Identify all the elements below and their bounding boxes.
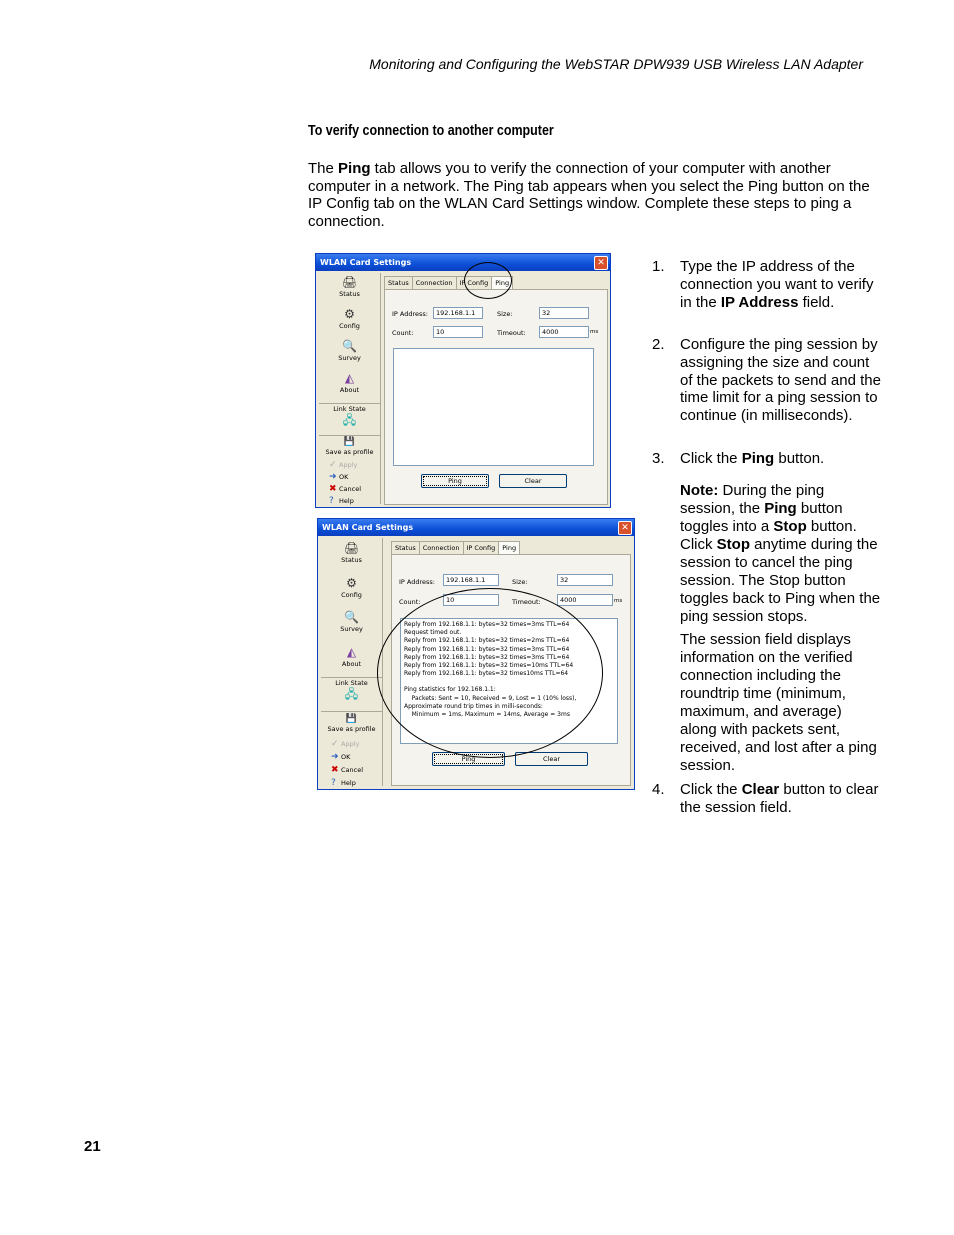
step-2 [652, 336, 882, 426]
steps-list [652, 258, 882, 816]
ip-address-label: IP Address: [392, 310, 428, 318]
note-bold: Stop [773, 517, 807, 535]
count-label: Count: [392, 329, 414, 337]
timeout-label: Timeout: [512, 598, 541, 606]
size-label: Size: [512, 578, 528, 586]
sidebar-item-survey[interactable] [321, 610, 382, 633]
size-label: Size: [497, 310, 513, 318]
ip-address-input[interactable]: 192.168.1.1 [433, 307, 483, 319]
dialog-title: WLAN Card Settings [316, 254, 610, 271]
sidebar-divider [321, 677, 382, 678]
link-state-label: Link State [333, 405, 366, 413]
wlan-dialog-1 [315, 253, 611, 508]
sidebar-label: Cancel [341, 766, 364, 774]
timeout-input[interactable]: 4000 [557, 594, 613, 606]
sidebar-divider [319, 435, 380, 436]
step-1 [652, 258, 882, 312]
page-number: 21 [84, 1138, 101, 1155]
note-text: button toggles into a [680, 500, 843, 535]
cancel-button[interactable] [331, 765, 363, 775]
step-number: 3. [652, 450, 665, 468]
step-text: Configure the ping session by assigning the size and count of the packets to send and the time limit for a ping session to continue (in milliseconds). [680, 335, 881, 425]
help-icon: ? [329, 496, 334, 506]
apply-icon: ✓ [329, 460, 337, 470]
save-as-profile-button[interactable] [319, 437, 380, 456]
about-icon: ◭ [344, 371, 355, 385]
apply-button[interactable] [329, 460, 357, 470]
apply-button[interactable] [331, 739, 359, 749]
link-state [321, 679, 382, 702]
sidebar-item-about[interactable] [321, 645, 382, 668]
session-line: Ping statistics for 192.168.1.1: [404, 686, 496, 694]
step-text: field. [798, 293, 835, 311]
sidebar-label: Save as profile [327, 725, 376, 733]
session-line: Minimum = 1ms, Maximum = 14ms, Average = 3ms [404, 711, 570, 719]
sidebar-item-status[interactable] [321, 541, 382, 564]
intro-text-rest: tab allows you to verify the connection of your computer with another computer in a network. The Ping tab appears when you select the Ping button on the IP Config tab on the WLAN Card Settings window. Complete these steps to ping a connection. [308, 160, 870, 231]
sidebar-label: Config [341, 591, 362, 599]
sidebar-label: Cancel [339, 485, 362, 493]
step-text: button to clear the session field. [680, 780, 879, 816]
sidebar-label: Apply [339, 461, 358, 469]
timeout-unit: ms [590, 329, 599, 335]
ip-address-label: IP Address: [399, 578, 435, 586]
note-text: button. Click [680, 517, 857, 553]
save-profile-icon: 💾 [343, 437, 356, 447]
note-bold: Ping [764, 500, 797, 518]
step-3 [652, 450, 882, 468]
note-label: Note: [680, 482, 719, 500]
survey-icon: 🔍 [342, 339, 357, 353]
running-header: Monitoring and Configuring the WebSTAR DPW939 USB Wireless LAN Adapter [369, 56, 863, 72]
intro-text: The [308, 160, 339, 177]
session-line: Reply from 192.168.1.1: bytes=32 times=3ms TTL=64 [404, 621, 570, 628]
timeout-unit: ms [614, 598, 623, 604]
sidebar-label: Survey [340, 625, 363, 633]
tab-ip-config[interactable]: IP Config [456, 276, 493, 289]
sidebar-item-about[interactable] [319, 371, 380, 394]
tab-status[interactable]: Status [384, 276, 413, 289]
session-line: Approximate round trip times in milli-seconds: [404, 702, 543, 710]
help-button[interactable] [331, 778, 356, 788]
dialog-sidebar [321, 538, 383, 786]
note-text: During the ping session, the [680, 482, 825, 518]
sidebar-divider [321, 711, 382, 712]
step-number: 4. [652, 780, 665, 798]
step-bold: IP Address [720, 293, 799, 311]
tab-ping[interactable]: Ping [491, 276, 513, 289]
count-input[interactable]: 10 [433, 326, 483, 338]
session-line: Reply from 192.168.1.1: bytes=32 times=10ms TTL=64 [404, 662, 574, 670]
note-paragraph: The session field displays information on the verified connection including the roundtrip time (minimum, maximum, and average) along with packets sent, received, and lost after a ping session. [680, 631, 877, 774]
note-text: anytime during the session to cancel the ping session. The Stop button toggles back to Ping when the ping session stops. [680, 535, 881, 625]
help-button[interactable] [329, 496, 354, 506]
sidebar-label: Save as profile [325, 448, 374, 456]
link-state-icon: 🖧 [344, 687, 359, 701]
session-line: Reply from 192.168.1.1: bytes=32 times=3ms TTL=64 [404, 653, 570, 661]
sidebar-item-status[interactable] [319, 275, 380, 298]
sidebar-label: Status [339, 290, 360, 298]
intro-bold: Ping [338, 160, 371, 177]
sidebar-label: Help [339, 497, 354, 505]
sidebar-item-survey[interactable] [319, 339, 380, 362]
sidebar-item-config[interactable] [319, 307, 380, 330]
sidebar-label: OK [341, 753, 351, 761]
status-icon: 🖨 [343, 541, 360, 555]
size-input[interactable]: 32 [557, 574, 613, 586]
ok-button[interactable] [329, 472, 348, 482]
ok-button[interactable] [331, 752, 350, 762]
status-icon: 🖨 [341, 275, 358, 289]
session-line: Reply from 192.168.1.1: bytes=32 times=2ms TTL=64 [404, 637, 570, 645]
dialog-sidebar [319, 273, 381, 504]
step-text: Click the [680, 780, 742, 798]
size-input[interactable]: 32 [539, 307, 589, 319]
survey-icon: 🔍 [344, 610, 359, 624]
tab-bar [391, 541, 519, 554]
link-state [319, 405, 380, 428]
close-icon[interactable]: ✕ [594, 256, 608, 270]
config-icon: ⚙ [346, 576, 357, 590]
step-note [652, 482, 882, 625]
cancel-icon: ✖ [331, 765, 339, 775]
tab-connection[interactable]: Connection [412, 276, 457, 289]
session-line: Request timed out. [404, 629, 462, 637]
tab-connection[interactable]: Connection [419, 541, 464, 554]
step-note-para [652, 631, 882, 774]
sidebar-label: Survey [338, 354, 361, 362]
sidebar-label: Config [339, 322, 360, 330]
tab-ip-config[interactable]: IP Config [463, 541, 500, 554]
apply-icon: ✓ [331, 739, 339, 749]
count-label: Count: [399, 598, 421, 606]
about-icon: ◭ [346, 645, 357, 659]
tab-ping[interactable]: Ping [498, 541, 520, 554]
sidebar-label: Apply [341, 740, 360, 748]
session-line: Reply from 192.168.1.1: bytes=32 times10ms TTL=64 [404, 670, 569, 678]
help-icon: ? [331, 778, 336, 788]
ip-address-input[interactable]: 192.168.1.1 [443, 574, 499, 586]
save-profile-icon: 💾 [345, 714, 358, 724]
sidebar-label: About [341, 660, 362, 668]
note-bold: Stop [716, 535, 750, 553]
ping-button[interactable]: Ping [421, 474, 489, 488]
step-bold: Ping [741, 450, 775, 468]
ping-button[interactable]: Ping [432, 752, 505, 766]
sidebar-label: Help [341, 779, 356, 787]
cancel-icon: ✖ [329, 484, 337, 494]
intro-paragraph [308, 160, 878, 231]
sidebar-label: About [339, 386, 360, 394]
sidebar-divider [319, 403, 380, 404]
dialog-title: WLAN Card Settings [318, 519, 634, 536]
sidebar-label: Status [341, 556, 362, 564]
step-bold: Clear [741, 780, 780, 798]
link-state-label: Link State [335, 679, 368, 687]
ok-icon: ➜ [329, 472, 337, 482]
step-text: Type the IP address of the connection you want to verify in the [680, 258, 874, 311]
section-title: To verify connection to another computer [308, 123, 554, 139]
step-number: 2. [652, 335, 665, 353]
close-icon[interactable]: ✕ [618, 521, 632, 535]
sidebar-item-config[interactable] [321, 576, 382, 599]
session-line: Reply from 192.168.1.1: bytes=32 times=3ms TTL=64 [404, 645, 570, 653]
config-icon: ⚙ [344, 307, 355, 321]
session-field[interactable] [393, 348, 594, 466]
cancel-button[interactable] [329, 484, 361, 494]
ping-panel [384, 289, 608, 505]
step-text: Click the [680, 450, 742, 468]
highlight-circle [464, 262, 512, 299]
highlight-circle [377, 588, 603, 758]
save-as-profile-button[interactable] [321, 714, 382, 733]
link-state-icon: 🖧 [342, 413, 357, 427]
clear-button[interactable]: Clear [515, 752, 588, 766]
step-text: button. [774, 450, 825, 468]
tab-status[interactable]: Status [391, 541, 420, 554]
ok-icon: ➜ [331, 752, 339, 762]
sidebar-label: OK [339, 473, 349, 481]
timeout-input[interactable]: 4000 [539, 326, 589, 338]
session-line: Packets: Sent = 10, Received = 9, Lost = 1 (10% loss), [404, 694, 577, 702]
step-4 [652, 781, 882, 817]
timeout-label: Timeout: [497, 329, 526, 337]
clear-button[interactable]: Clear [499, 474, 567, 488]
step-number: 1. [652, 258, 665, 275]
count-input[interactable]: 10 [443, 594, 499, 606]
